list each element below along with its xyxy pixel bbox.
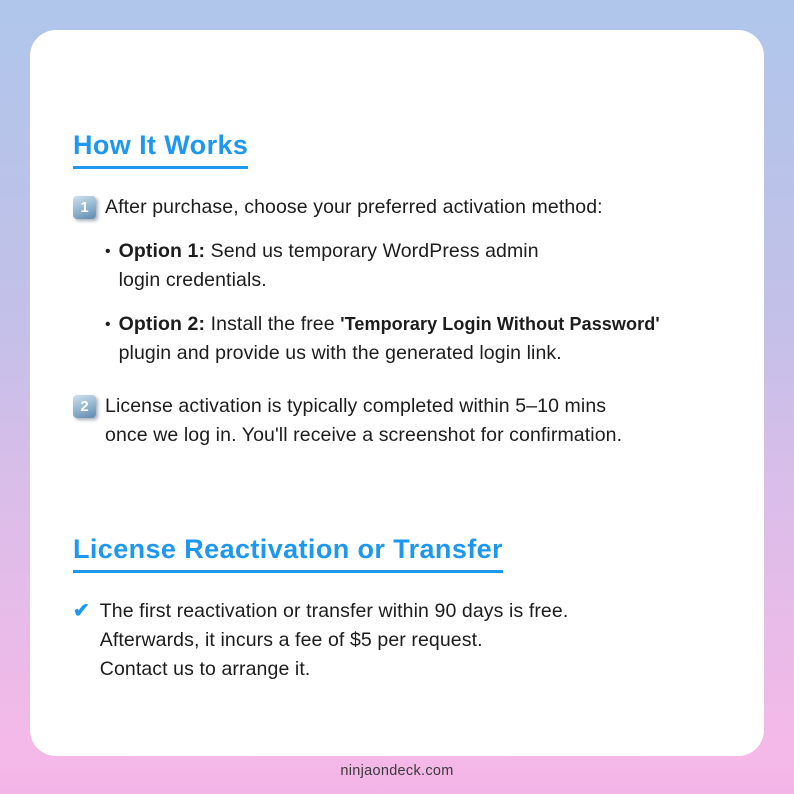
option-1-item	[105, 237, 724, 295]
option-2-line-1-text: Install the free	[205, 313, 341, 335]
reactivation-item	[73, 597, 724, 684]
step-1-text: After purchase, choose your preferred activation method:	[105, 196, 603, 218]
heading-license-reactivation: License Reactivation or Transfer	[73, 534, 503, 573]
checkmark-icon: ✔	[73, 600, 90, 622]
option-1-line-2: login credentials.	[118, 269, 267, 291]
bullet-icon: •	[105, 243, 111, 260]
reactivation-line-1: The first reactivation or transfer within 90 days is free.	[99, 600, 569, 622]
website-url: ninjaondeck.com	[340, 763, 454, 779]
option-2-line-2: plugin and provide us with the generated login link.	[118, 342, 562, 364]
option-1-label: Option 1:	[118, 240, 206, 262]
option-2-plugin-name: 'Temporary Login Without Password'	[340, 314, 660, 334]
option-2-label: Option 2:	[118, 313, 206, 335]
step-2	[73, 392, 724, 450]
reactivation-line-2: Afterwards, it incurs a fee of $5 per request.	[99, 629, 483, 651]
step-1-number-badge: 1	[73, 196, 96, 219]
option-1-line-1	[119, 237, 539, 266]
heading-how-it-works: How It Works	[73, 130, 248, 169]
bullet-icon: •	[105, 316, 111, 333]
option-2-line-1	[119, 310, 660, 339]
step-2-line-1: License activation is typically completed within 5–10 mins	[105, 395, 607, 417]
reactivation-section	[73, 534, 724, 573]
step-2-line-2: once we log in. You'll receive a screenshot for confirmation.	[105, 424, 623, 446]
reactivation-text	[100, 597, 569, 684]
step-1	[73, 193, 724, 222]
reactivation-line-3: Contact us to arrange it.	[99, 658, 311, 680]
option-2-text	[119, 310, 660, 368]
option-1-text	[119, 237, 539, 295]
info-card	[30, 30, 764, 756]
step-2-text	[105, 392, 622, 450]
option-1-line-1-text: Send us temporary WordPress admin	[205, 240, 539, 262]
option-2-item	[105, 310, 724, 368]
step-2-number-badge: 2	[73, 395, 96, 418]
